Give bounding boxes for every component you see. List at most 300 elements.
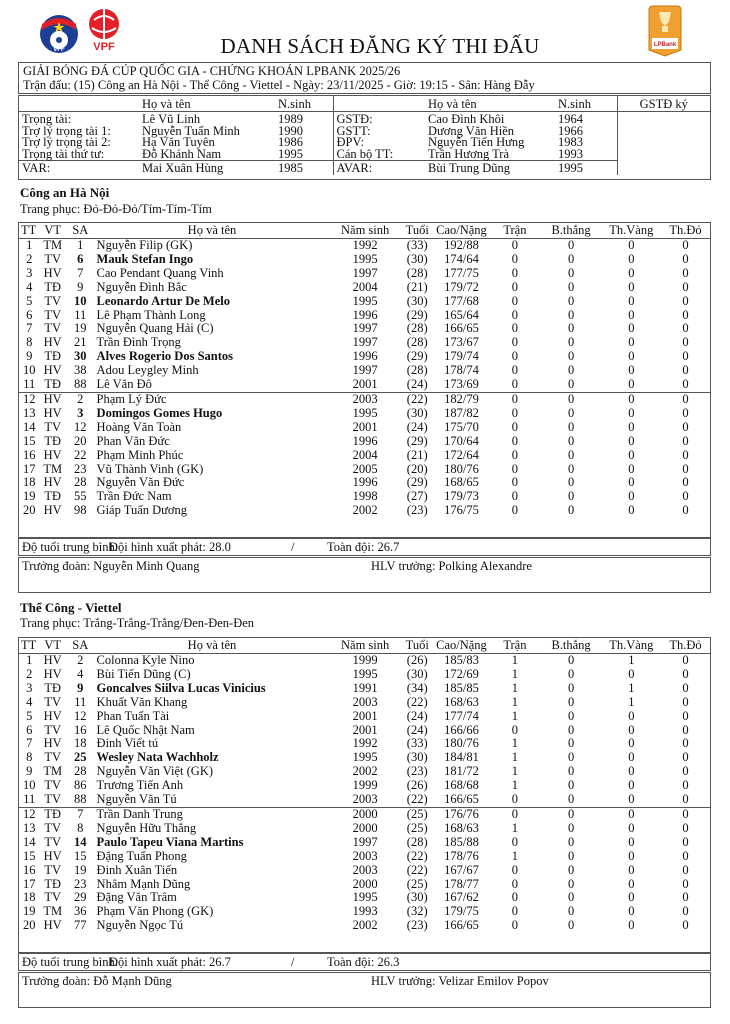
yellow-cards: 0 — [628, 363, 635, 378]
birth-year: 2002 — [352, 918, 378, 933]
red-cards: 0 — [682, 918, 689, 933]
yellow-cards: 0 — [628, 862, 635, 877]
position: HV — [43, 848, 62, 863]
age: (24) — [406, 419, 428, 434]
birth-year: 1999 — [352, 778, 378, 793]
goals: 0 — [567, 279, 575, 294]
goals: 0 — [567, 335, 575, 350]
birth-year: 1996 — [352, 307, 378, 322]
position: TV — [44, 694, 62, 709]
official-row: Trọng tài: Lê Vũ Linh 1989 GSTĐ: Cao Đình Khôi 1964 — [19, 112, 710, 126]
row-number: 12 — [19, 392, 39, 406]
player-name: Phạm Minh Phúc — [96, 447, 184, 462]
age: (24) — [406, 708, 428, 723]
yellow-cards: 0 — [628, 736, 635, 751]
height-weight: 182/79 — [434, 392, 490, 406]
page-title: DANH SÁCH ĐĂNG KÝ THI ĐẤU — [220, 34, 540, 58]
position: TV — [44, 890, 62, 905]
age: (23) — [406, 503, 428, 518]
red-cards: 0 — [661, 807, 710, 821]
shirt-number: 23 — [74, 876, 87, 891]
matches: 0 — [511, 238, 519, 252]
official-row: Trọng tài thứ tư: Đỗ Khánh Nam 1995 Cán bộ TT: Trần Hương Trà 1993 — [22, 146, 583, 161]
player-row — [19, 891, 710, 905]
player-row — [19, 807, 710, 821]
player-name: Paulo Tapeu Viana Martins — [96, 834, 244, 849]
player-row — [19, 407, 710, 421]
matches: 0 — [511, 307, 519, 322]
red-cards: 0 — [682, 876, 689, 891]
column-header-shirt-number: SA — [66, 638, 95, 654]
shirt-number: 12 — [74, 708, 87, 723]
height-weight: 166/65 — [444, 792, 479, 807]
shirt-number: 98 — [74, 503, 87, 518]
height-weight: 170/64 — [444, 433, 479, 448]
yellow-cards: 0 — [628, 876, 635, 891]
row-number: 1 — [26, 653, 33, 667]
row-number: 18 — [22, 890, 36, 905]
player-row — [19, 490, 710, 504]
goals: 0 — [567, 363, 575, 378]
matches: 0 — [511, 363, 519, 378]
height-weight: 166/65 — [444, 321, 479, 336]
svg-text:VFF: VFF — [53, 47, 65, 53]
position: TĐ — [44, 349, 62, 364]
yellow-cards: 0 — [628, 918, 635, 933]
birth-year: 1996 — [352, 349, 378, 364]
height-weight: 176/76 — [434, 807, 490, 821]
position: TĐ — [44, 377, 62, 392]
row-number: 19 — [22, 904, 36, 919]
birth-year: 1997 — [352, 834, 378, 849]
height-weight: 185/83 — [444, 653, 479, 667]
shirt-number: 77 — [74, 918, 87, 933]
competition-name: GIẢI BÓNG ĐÁ CÚP QUỐC GIA - CHỨNG KHOÁN LPBANK 2025/26 — [23, 64, 401, 78]
height-weight: 168/68 — [444, 778, 479, 793]
column-header-goals: B.thắng — [540, 223, 601, 239]
player-row — [19, 239, 710, 253]
position: TĐ — [44, 876, 62, 891]
officials-header-name: Họ và tên — [139, 96, 275, 112]
goals: 0 — [567, 377, 575, 392]
yellow-cards: 0 — [628, 447, 635, 462]
row-number: 15 — [22, 848, 36, 863]
player-row — [19, 724, 710, 738]
yellow-cards: 0 — [602, 807, 661, 821]
red-cards: 0 — [682, 764, 689, 779]
birth-year: 1991 — [352, 680, 378, 695]
birth-year: 1995 — [352, 251, 378, 266]
player-row — [19, 392, 710, 406]
birth-year: 1997 — [352, 363, 378, 378]
goals: 0 — [567, 503, 575, 518]
player-name: Leonardo Artur De Melo — [96, 293, 230, 308]
age: (25) — [406, 820, 428, 835]
shirt-number: 88 — [74, 792, 87, 807]
team-kit: Trang phục: Trắng-Trắng-Trắng/Đen-Đen-Đen — [20, 616, 255, 630]
age: (30) — [406, 750, 428, 765]
shirt-number: 16 — [74, 722, 87, 737]
shirt-number: 6 — [77, 251, 84, 266]
birth-year: 1997 — [352, 265, 378, 280]
row-number: 7 — [26, 736, 33, 751]
row-number: 19 — [22, 489, 36, 504]
row-number: 4 — [26, 694, 33, 709]
official-row: Trợ lý trọng tài 2: Hạ Văn Tuyên 1986 ĐPV: Nguyễn Tiến Hưng 1983 — [22, 135, 583, 149]
red-cards: 0 — [682, 792, 689, 807]
height-weight: 167/62 — [444, 890, 479, 905]
red-cards: 0 — [682, 778, 689, 793]
matches: 0 — [511, 377, 519, 392]
yellow-cards: 0 — [628, 475, 635, 490]
age: (21) — [406, 447, 428, 462]
birth-year: 1993 — [352, 904, 378, 919]
matches: 0 — [511, 321, 519, 336]
yellow-cards: 0 — [628, 293, 635, 308]
player-row — [19, 281, 710, 295]
age: (22) — [406, 792, 428, 807]
position: TM — [43, 764, 63, 779]
matches: 1 — [511, 708, 519, 723]
player-name: Wesley Nata Wachholz — [96, 750, 219, 765]
player-name: Giáp Tuấn Dương — [96, 503, 188, 518]
goals: 0 — [567, 876, 575, 891]
player-row — [19, 751, 710, 765]
shirt-number: 25 — [74, 750, 87, 765]
age: (33) — [406, 238, 428, 252]
goals: 0 — [567, 820, 575, 835]
height-weight: 173/69 — [444, 377, 479, 392]
goals: 0 — [567, 736, 575, 751]
goals: 0 — [567, 489, 575, 504]
shirt-number: 29 — [74, 890, 87, 905]
column-header-matches: Trận — [489, 638, 540, 654]
birth-year: 2000 — [352, 876, 378, 891]
goals: 0 — [567, 461, 575, 476]
age: (25) — [406, 876, 428, 891]
player-name: Lê Phạm Thành Long — [96, 307, 206, 322]
goals: 0 — [567, 694, 575, 709]
player-row — [19, 878, 710, 892]
matches: 1 — [511, 680, 519, 695]
position: TM — [43, 238, 63, 252]
yellow-cards: 1 — [628, 680, 635, 695]
birth-year: 1996 — [352, 475, 378, 490]
birth-year: 2004 — [352, 279, 378, 294]
age: (29) — [406, 475, 428, 490]
player-name: Phan Văn Đức — [96, 433, 170, 448]
goals: 0 — [540, 807, 601, 821]
shirt-number: 2 — [66, 392, 95, 406]
yellow-cards: 0 — [628, 489, 635, 504]
position: HV — [43, 363, 62, 378]
goals: 0 — [567, 834, 575, 849]
goals: 0 — [567, 764, 575, 779]
goals: 0 — [567, 862, 575, 877]
player-row — [19, 463, 710, 477]
birth-year: 1995 — [352, 666, 378, 681]
birth-year: 2003 — [329, 392, 400, 406]
matches: 0 — [511, 447, 519, 462]
shirt-number: 10 — [74, 293, 87, 308]
red-cards: 0 — [682, 848, 689, 863]
height-weight: 172/64 — [444, 447, 479, 462]
matches: 0 — [511, 461, 519, 476]
column-header-birth-year: Năm sinh — [329, 638, 400, 654]
red-cards: 0 — [661, 392, 710, 406]
position: TV — [44, 750, 62, 765]
red-cards: 0 — [682, 238, 689, 252]
age: (27) — [406, 489, 428, 504]
birth-year: 1995 — [352, 750, 378, 765]
matches: 0 — [511, 489, 519, 504]
player-row — [19, 309, 710, 323]
red-cards: 0 — [682, 377, 689, 392]
height-weight: 172/69 — [444, 666, 479, 681]
goals: 0 — [540, 392, 601, 406]
goals: 0 — [567, 419, 575, 434]
player-row — [19, 421, 710, 435]
age: (29) — [406, 349, 428, 364]
shirt-number: 20 — [74, 433, 87, 448]
player-row — [19, 449, 710, 463]
player-row — [19, 793, 710, 807]
officials-table — [18, 95, 711, 180]
position: TV — [44, 834, 62, 849]
player-row — [19, 905, 710, 919]
matches: 1 — [511, 764, 519, 779]
player-name: Hoàng Văn Toàn — [96, 419, 182, 434]
column-header-player-name: Họ và tên — [95, 638, 330, 654]
birth-year: 2001 — [352, 377, 378, 392]
matches: 0 — [489, 392, 540, 406]
height-weight: 179/75 — [444, 904, 479, 919]
goals: 0 — [567, 321, 575, 336]
column-header-red-cards: Th.Đỏ — [661, 223, 710, 239]
red-cards: 0 — [682, 447, 689, 462]
age: (26) — [406, 653, 428, 667]
age: (30) — [406, 251, 428, 266]
average-age: Độ tuổi trung bình: Đội hình xuất phát: 28.0 / Toàn đội: 26.7 — [18, 538, 711, 556]
position: TV — [44, 778, 62, 793]
age: (29) — [406, 433, 428, 448]
player-name: Nguyễn Quang Hải (C) — [96, 321, 214, 336]
position: HV — [43, 918, 62, 933]
row-number: 18 — [22, 475, 36, 490]
birth-year: 2003 — [352, 694, 378, 709]
age: (28) — [406, 265, 428, 280]
yellow-cards: 0 — [628, 251, 635, 266]
player-row — [19, 696, 710, 710]
column-header-goals: B.thắng — [540, 638, 601, 654]
player-name: Đặng Văn Trâm — [96, 890, 177, 905]
red-cards: 0 — [682, 503, 689, 518]
column-header-birth-year: Năm sinh — [329, 223, 400, 239]
shirt-number: 55 — [74, 489, 87, 504]
yellow-cards: 0 — [628, 335, 635, 350]
red-cards: 0 — [682, 653, 689, 667]
height-weight: 177/68 — [444, 293, 479, 308]
row-number: 1 — [26, 238, 33, 252]
svg-text:LPBank: LPBank — [653, 42, 677, 48]
player-name: Phạm Lý Đức — [95, 392, 330, 406]
position: TĐ — [39, 807, 66, 821]
birth-year: 2003 — [352, 848, 378, 863]
player-name: Nguyễn Văn Việt (GK) — [96, 764, 214, 779]
player-name: Nguyễn Văn Tú — [96, 792, 177, 807]
player-name: Colonna Kyle Nino — [96, 653, 195, 667]
row-number: 5 — [26, 293, 33, 308]
red-cards: 0 — [682, 349, 689, 364]
position: TĐ — [44, 680, 62, 695]
player-row — [19, 710, 710, 724]
age: (30) — [406, 890, 428, 905]
goals: 0 — [567, 475, 575, 490]
gstd-signature-area — [617, 112, 710, 176]
height-weight: 168/63 — [444, 820, 479, 835]
age: (32) — [406, 904, 428, 919]
player-name: Nguyễn Ngọc Tú — [96, 918, 184, 933]
yellow-cards: 0 — [628, 419, 635, 434]
age: (29) — [406, 307, 428, 322]
player-row — [19, 919, 710, 933]
red-cards: 0 — [682, 722, 689, 737]
height-weight: 179/72 — [444, 279, 479, 294]
height-weight: 181/72 — [444, 764, 479, 779]
height-weight: 178/77 — [444, 876, 479, 891]
goals: 0 — [567, 251, 575, 266]
yellow-cards: 0 — [628, 405, 635, 420]
birth-year: 1999 — [352, 653, 378, 667]
head-coach: HLV trưởng: Polking Alexandre — [371, 559, 532, 573]
height-weight: 179/74 — [444, 349, 479, 364]
shirt-number: 30 — [74, 349, 87, 364]
player-row — [19, 668, 710, 682]
shirt-number: 11 — [74, 694, 87, 709]
goals: 0 — [567, 848, 575, 863]
row-number: 15 — [22, 433, 36, 448]
yellow-cards: 0 — [602, 392, 661, 406]
row-number: 8 — [26, 335, 33, 350]
column-header-matches: Trận — [489, 223, 540, 239]
var-row: VAR: Mai Xuân Hùng 1985 AVAR: Bùi Trung Dũng 1995 — [19, 161, 710, 176]
average-age: Độ tuổi trung bình: Đội hình xuất phát: 26.7 / Toàn đội: 26.3 — [18, 953, 711, 971]
age: (20) — [406, 461, 428, 476]
row-number: 16 — [22, 447, 36, 462]
position: TV — [44, 792, 62, 807]
player-row — [19, 654, 710, 668]
player-name: Adou Leygley Minh — [96, 363, 199, 378]
birth-year: 1997 — [352, 335, 378, 350]
shirt-number: 9 — [77, 680, 84, 695]
shirt-number: 86 — [74, 778, 87, 793]
matches: 0 — [511, 335, 519, 350]
height-weight: 177/75 — [444, 265, 479, 280]
goals: 0 — [567, 680, 575, 695]
age: (33) — [406, 736, 428, 751]
row-number: 11 — [23, 377, 36, 392]
row-number: 9 — [26, 764, 33, 779]
team-manager: Trưởng đoàn: Nguyễn Minh Quang — [22, 559, 200, 573]
matches: 1 — [511, 750, 519, 765]
player-name: Vũ Thành Vinh (GK) — [96, 461, 204, 476]
matches: 0 — [511, 251, 519, 266]
roster-table — [18, 222, 711, 538]
player-name: Nhâm Mạnh Dũng — [96, 876, 191, 891]
goals: 0 — [567, 792, 575, 807]
row-number: 16 — [22, 862, 36, 877]
height-weight: 167/67 — [444, 862, 479, 877]
shirt-number: 28 — [74, 764, 87, 779]
birth-year: 1992 — [352, 238, 378, 252]
yellow-cards: 0 — [628, 503, 635, 518]
height-weight: 178/74 — [444, 363, 479, 378]
age: (24) — [406, 377, 428, 392]
height-weight: 176/75 — [444, 503, 479, 518]
age: (30) — [406, 666, 428, 681]
shirt-number: 18 — [74, 736, 87, 751]
row-number: 9 — [26, 349, 33, 364]
matches: 0 — [511, 279, 519, 294]
player-name: Domingos Gomes Hugo — [96, 405, 223, 420]
birth-year: 1992 — [352, 736, 378, 751]
goals: 0 — [567, 265, 575, 280]
row-number: 8 — [26, 750, 33, 765]
shirt-number: 7 — [66, 807, 95, 821]
row-number: 6 — [26, 307, 33, 322]
position: HV — [43, 503, 62, 518]
officials-header-birth: N.sinh — [275, 96, 333, 112]
height-weight: 168/65 — [444, 475, 479, 490]
birth-year: 1995 — [352, 405, 378, 420]
row-number: 14 — [22, 419, 36, 434]
height-weight: 178/76 — [444, 848, 479, 863]
shirt-number: 21 — [74, 335, 87, 350]
row-number: 12 — [19, 807, 39, 821]
position: HV — [43, 653, 62, 667]
matches: 0 — [489, 807, 540, 821]
column-header-yellow-cards: Th.Vàng — [602, 223, 661, 239]
birth-year: 2001 — [352, 708, 378, 723]
height-weight: 174/64 — [444, 251, 479, 266]
goals: 0 — [567, 778, 575, 793]
age: (30) — [406, 405, 428, 420]
red-cards: 0 — [682, 293, 689, 308]
player-row — [19, 850, 710, 864]
age: (28) — [406, 834, 428, 849]
matches: 1 — [511, 848, 519, 863]
height-weight: 177/74 — [444, 708, 479, 723]
age: (24) — [406, 722, 428, 737]
player-name: Trần Đức Nam — [96, 489, 172, 504]
position: TĐ — [44, 489, 62, 504]
team-kit: Trang phục: Đỏ-Đỏ-Đỏ/Tím-Tím-Tím — [20, 202, 212, 216]
goals: 0 — [567, 750, 575, 765]
player-row — [19, 435, 710, 449]
birth-year: 2005 — [352, 461, 378, 476]
matches: 1 — [511, 736, 519, 751]
goals: 0 — [567, 307, 575, 322]
goals: 0 — [567, 722, 575, 737]
shirt-number: 1 — [77, 238, 84, 252]
player-name: Mauk Stefan Ingo — [96, 251, 194, 266]
shirt-number: 11 — [74, 307, 87, 322]
yellow-cards: 0 — [628, 433, 635, 448]
player-row — [19, 336, 710, 350]
row-number: 6 — [26, 722, 33, 737]
player-row — [19, 864, 710, 878]
yellow-cards: 0 — [628, 708, 635, 723]
